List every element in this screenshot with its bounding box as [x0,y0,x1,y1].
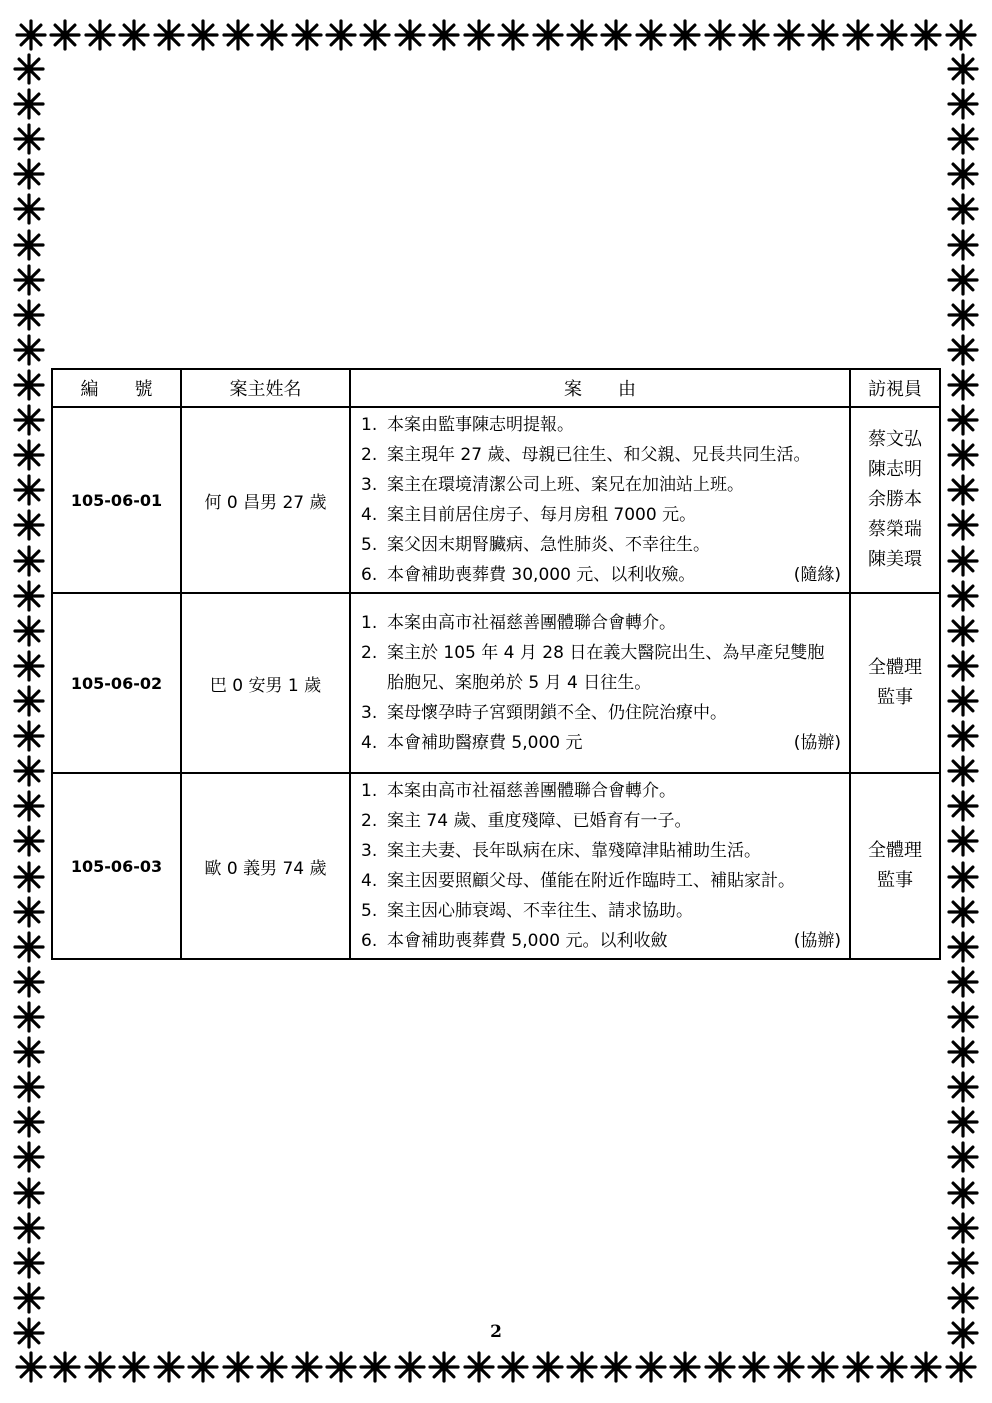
asterisk-star-icon [324,1350,358,1384]
asterisk-star-icon [290,18,324,52]
asterisk-star-icon [83,1350,117,1384]
asterisk-star-icon [772,1350,806,1384]
asterisk-star-icon [12,228,46,262]
visitor-name: 全體理 [868,657,922,678]
asterisk-star-icon [841,1350,875,1384]
asterisk-star-icon [668,18,702,52]
asterisk-star-icon [946,228,980,262]
asterisk-star-icon [496,18,530,52]
asterisk-star-icon [946,1176,980,1210]
page-border-left [12,52,46,1350]
asterisk-star-icon [946,1000,980,1034]
header-visitor: 訪視員 [850,369,940,407]
asterisk-star-icon [462,18,496,52]
asterisk-star-icon [944,18,978,52]
case-reason [350,407,850,593]
asterisk-star-icon [14,1350,48,1384]
asterisk-star-icon [946,614,980,648]
reason-list [361,776,841,956]
asterisk-star-icon [909,1350,943,1384]
asterisk-star-icon [12,1176,46,1210]
asterisk-star-icon [909,18,943,52]
asterisk-star-icon [12,1070,46,1104]
visitor-name: 全體理 [868,840,922,861]
asterisk-star-icon [12,192,46,226]
case-number: 105-06-01 [52,407,181,593]
asterisk-star-icon [946,649,980,683]
asterisk-star-icon [946,860,980,894]
page-number: 2 [490,1322,502,1342]
asterisk-star-icon [393,18,427,52]
asterisk-star-icon [946,473,980,507]
reason-list [361,410,841,590]
asterisk-star-icon [946,930,980,964]
header-number: 編 號 [52,369,181,407]
page-title [58,82,938,352]
asterisk-star-icon [186,18,220,52]
asterisk-star-icon [946,1281,980,1315]
asterisk-star-icon [946,895,980,929]
asterisk-star-icon [946,122,980,156]
asterisk-star-icon [358,18,392,52]
asterisk-star-icon [946,52,980,86]
asterisk-star-icon [427,18,461,52]
asterisk-star-icon [117,18,151,52]
asterisk-star-icon [12,52,46,86]
asterisk-star-icon [12,789,46,823]
asterisk-star-icon [427,1350,461,1384]
list-item: 4. 案主目前居住房子、每月房租 7000 元。 [361,505,697,525]
list-item: 1. 本案由高市社福慈善團體聯合會轉介。 [361,781,676,801]
asterisk-star-icon [12,860,46,894]
asterisk-star-icon [946,1035,980,1069]
asterisk-star-icon [255,1350,289,1384]
asterisk-star-icon [772,18,806,52]
client-name: 歐 0 義男 74 歲 [181,773,350,959]
asterisk-star-icon [946,508,980,542]
visitor-name: 監事 [877,870,913,891]
asterisk-star-icon [117,1350,151,1384]
asterisk-star-icon [12,1000,46,1034]
visitor-name: 蔡榮瑞 [868,519,922,540]
asterisk-star-icon [152,1350,186,1384]
asterisk-star-icon [946,1070,980,1104]
asterisk-star-icon [12,579,46,613]
asterisk-star-icon [944,1350,978,1384]
asterisk-star-icon [221,1350,255,1384]
case-number: 105-06-03 [52,773,181,959]
asterisk-star-icon [806,18,840,52]
asterisk-star-icon [12,122,46,156]
list-item: 4. 本會補助醫療費 5,000 元 (協辦) [361,728,841,758]
asterisk-star-icon [12,1105,46,1139]
asterisk-star-icon [875,1350,909,1384]
handling-note: (隨緣) [793,565,841,585]
asterisk-star-icon [12,614,46,648]
asterisk-star-icon [946,263,980,297]
client-name: 何 0 昌男 27 歲 [181,407,350,593]
asterisk-star-icon [806,1350,840,1384]
case-report-table [51,368,941,960]
asterisk-star-icon [12,1281,46,1315]
asterisk-star-icon [358,1350,392,1384]
asterisk-star-icon [946,87,980,121]
asterisk-star-icon [703,18,737,52]
asterisk-star-icon [12,1211,46,1245]
asterisk-star-icon [634,18,668,52]
asterisk-star-icon [599,18,633,52]
visitor-name: 蔡文弘 [868,429,922,450]
asterisk-star-icon [12,719,46,753]
asterisk-star-icon [841,18,875,52]
asterisk-star-icon [496,1350,530,1384]
asterisk-star-icon [668,1350,702,1384]
asterisk-star-icon [531,1350,565,1384]
asterisk-star-icon [393,1350,427,1384]
asterisk-star-icon [531,18,565,52]
asterisk-star-icon [12,544,46,578]
asterisk-star-icon [565,1350,599,1384]
handling-note: (協辦) [793,931,841,951]
asterisk-star-icon [12,754,46,788]
asterisk-star-icon [290,1350,324,1384]
asterisk-star-icon [12,965,46,999]
asterisk-star-icon [12,1140,46,1174]
asterisk-star-icon [12,403,46,437]
asterisk-star-icon [634,1350,668,1384]
asterisk-star-icon [946,438,980,472]
asterisk-star-icon [946,1105,980,1139]
handling-note: (協辦) [793,733,841,753]
asterisk-star-icon [946,965,980,999]
table-row [52,773,940,959]
list-item: 4. 案主因要照顧父母、僅能在附近作臨時工、補貼家計。 [361,871,795,891]
list-item: 5. 案主因心肺衰竭、不幸往生、請求協助。 [361,901,693,921]
header-name: 案主姓名 [181,369,350,407]
asterisk-star-icon [12,333,46,367]
visitors [850,773,940,959]
asterisk-star-icon [83,18,117,52]
asterisk-star-icon [12,157,46,191]
asterisk-star-icon [12,1035,46,1069]
table-row [52,593,940,773]
asterisk-star-icon [255,18,289,52]
case-number: 105-06-02 [52,593,181,773]
asterisk-star-icon [946,754,980,788]
asterisk-star-icon [737,18,771,52]
page-border-right [946,52,980,1350]
list-item: 3. 案主在環境清潔公司上班、案兄在加油站上班。 [361,475,744,495]
asterisk-star-icon [12,368,46,402]
list-item: 3. 案母懷孕時子宮頸閉鎖不全、仍住院治療中。 [361,703,727,723]
page-border-bottom [14,1350,978,1384]
visitor-name: 陳志明 [868,459,922,480]
list-item: 6. 本會補助喪葬費 30,000 元、以利收殮。 (隨緣) [361,560,841,590]
asterisk-star-icon [324,18,358,52]
list-item: 6. 本會補助喪葬費 5,000 元。以利收斂 (協辦) [361,926,841,956]
asterisk-star-icon [946,333,980,367]
asterisk-star-icon [12,649,46,683]
list-item: 3. 案主夫妻、長年臥病在床、靠殘障津貼補助生活。 [361,841,761,861]
asterisk-star-icon [946,579,980,613]
asterisk-star-icon [186,1350,220,1384]
asterisk-star-icon [12,508,46,542]
asterisk-star-icon [946,824,980,858]
visitor-name: 陳美環 [868,549,922,570]
asterisk-star-icon [12,684,46,718]
list-item: 5. 案父因末期腎臟病、急性肺炎、不幸往生。 [361,535,710,555]
table-row [52,407,940,593]
asterisk-star-icon [12,895,46,929]
asterisk-star-icon [946,1140,980,1174]
asterisk-star-icon [875,18,909,52]
asterisk-star-icon [12,263,46,297]
visitors [850,593,940,773]
client-name: 巴 0 安男 1 歲 [181,593,350,773]
asterisk-star-icon [12,473,46,507]
asterisk-star-icon [12,930,46,964]
asterisk-star-icon [48,1350,82,1384]
asterisk-star-icon [946,1211,980,1245]
case-reason [350,593,850,773]
asterisk-star-icon [946,298,980,332]
list-item: 1. 本案由監事陳志明提報。 [361,415,574,435]
asterisk-star-icon [221,18,255,52]
asterisk-star-icon [12,824,46,858]
asterisk-star-icon [946,544,980,578]
list-item: 2. 案主 74 歲、重度殘障、已婚育有一子。 [361,811,692,831]
asterisk-star-icon [12,438,46,472]
visitors [850,407,940,593]
asterisk-star-icon [946,1246,980,1280]
list-item: 2. 案主於 105 年 4 月 28 日在義大醫院出生、為早產兒雙胞胎胞兄、案胞弟於 5 月 4 日往生。 [361,643,825,693]
visitor-name: 監事 [877,687,913,708]
asterisk-star-icon [565,18,599,52]
asterisk-star-icon [946,368,980,402]
asterisk-star-icon [14,18,48,52]
asterisk-star-icon [946,789,980,823]
asterisk-star-icon [599,1350,633,1384]
asterisk-star-icon [946,157,980,191]
list-item: 1. 本案由高市社福慈善團體聯合會轉介。 [361,613,676,633]
asterisk-star-icon [12,87,46,121]
asterisk-star-icon [12,1246,46,1280]
table-header-row [52,369,940,407]
asterisk-star-icon [12,298,46,332]
asterisk-star-icon [152,18,186,52]
header-reason: 案 由 [350,369,850,407]
asterisk-star-icon [946,403,980,437]
asterisk-star-icon [48,18,82,52]
asterisk-star-icon [703,1350,737,1384]
page-border-top [14,18,978,52]
asterisk-star-icon [737,1350,771,1384]
asterisk-star-icon [946,684,980,718]
asterisk-star-icon [946,719,980,753]
reason-list [361,608,841,758]
asterisk-star-icon [462,1350,496,1384]
list-item: 2. 案主現年 27 歲、母親已往生、和父親、兄長共同生活。 [361,445,811,465]
visitor-name: 余勝本 [868,489,922,510]
asterisk-star-icon [946,192,980,226]
case-reason [350,773,850,959]
